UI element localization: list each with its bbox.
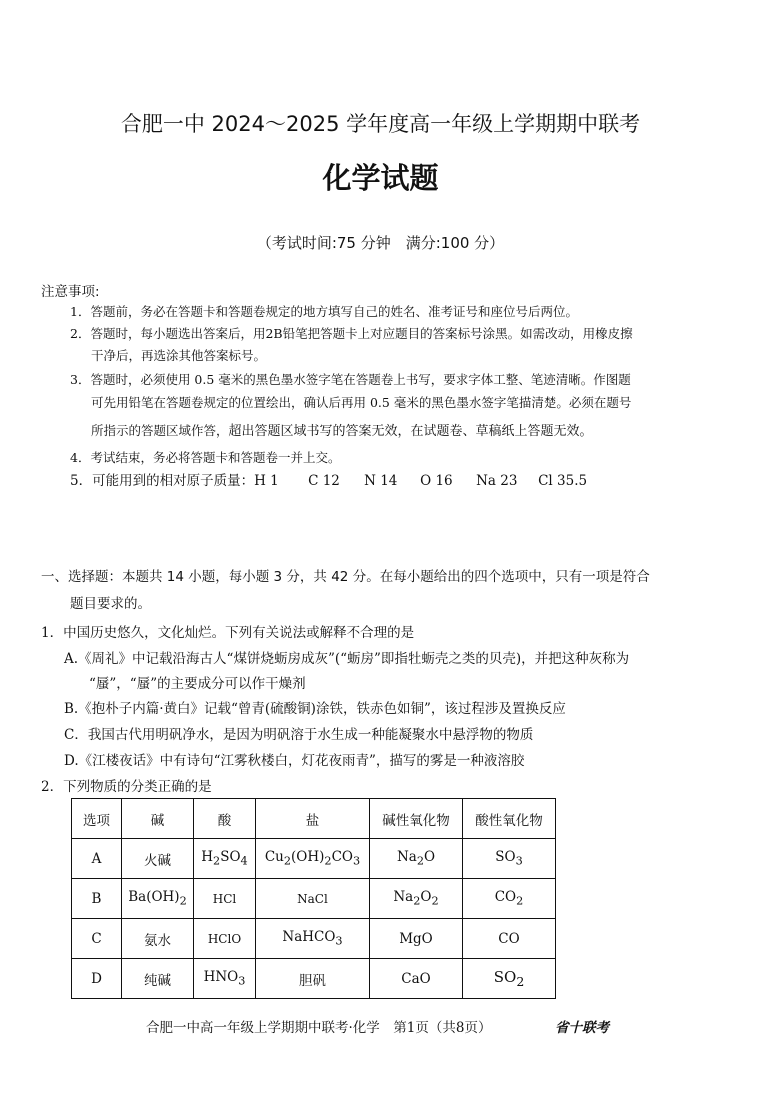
row-d-salt: 胆矾: [256, 959, 370, 999]
row-d-acid: $HNO_3$: [194, 959, 256, 999]
page-footer: 合肥一中高一年级上学期期中联考·化学 第1页（共8页）: [146, 1020, 492, 1036]
row-c-base: 氨水: [122, 919, 194, 959]
row-b-option: B: [72, 879, 122, 919]
row-b-acid: HCl: [194, 879, 256, 919]
mass-c: C 12: [308, 473, 340, 489]
row-c-option: C: [72, 919, 122, 959]
classification-table: [71, 798, 556, 999]
note-3: 3．答题时，必须使用 0.5 毫米的黑色墨水签字笔在答题卷上书写，要求字体工整、笔迹清晰。作图题: [70, 372, 631, 387]
subject-title: 化学试题: [322, 161, 439, 195]
table-row-b: [72, 879, 556, 919]
row-c-acid: HClO: [194, 919, 256, 959]
q1-option-d: D.《江楼夜话》中有诗句“江雾秋楼白，灯花夜雨青”，描写的雾是一种液溶胶: [64, 753, 525, 769]
note-2-cont: 干净后，再选涂其他答案标号。: [91, 348, 267, 363]
note-3-warning: 超出答题区域书写的答案无效，在试题卷、草稿纸上答题无效。: [228, 424, 593, 439]
header-salt: 盐: [256, 799, 370, 839]
row-d-basic-oxide: CaO: [370, 959, 463, 999]
q1-option-a-cont: “蜃”，“蜃”的主要成分可以作干燥剂: [89, 676, 306, 692]
header-basic-oxide: 碱性氧化物: [370, 799, 463, 839]
row-a-option: A: [72, 839, 122, 879]
note-5-text: 5．可能用到的相对原子质量：: [70, 473, 255, 489]
section1-line2: 题目要求的。: [70, 596, 151, 612]
header-base: 碱: [122, 799, 194, 839]
row-c-salt: NaHCO$_3$: [256, 919, 370, 959]
row-d-option: D: [72, 959, 122, 999]
row-b-salt: NaCl: [256, 879, 370, 919]
q1-stem: 1．中国历史悠久，文化灿烂。下列有关说法或解释不合理的是: [41, 625, 415, 641]
row-c-acidic-oxide: CO: [463, 919, 556, 959]
table-header-row: [72, 799, 556, 839]
exam-title: 合肥一中 2024～2025 学年度高一年级上学期期中联考: [120, 112, 641, 136]
row-a-salt: $Cu_2(OH)_2CO_3$: [256, 839, 370, 879]
row-a-base: 火碱: [122, 839, 194, 879]
q1-option-b: B.《抱朴子内篇·黄白》记载“曾青(硫酸铜)涂铁，铁赤色如铜”，该过程涉及置换反应: [64, 701, 566, 717]
row-c-basic-oxide: MgO: [370, 919, 463, 959]
q2-stem: 2．下列物质的分类正确的是: [41, 779, 212, 795]
note-1: 1．答题前，务必在答题卡和答题卷规定的地方填写自己的姓名、准考证号和座位号后两位。: [70, 304, 578, 319]
q1-option-c: C．我国古代用明矾净水，是因为明矾溶于水生成一种能凝聚水中悬浮物的物质: [64, 727, 534, 743]
section1-line1: 一、选择题：本题共 14 小题，每小题 3 分，共 42 分。在每小题给出的四个选项中，只有一项是符合: [41, 569, 650, 585]
mass-o: O 16: [420, 473, 453, 489]
row-a-acid: $H_2SO_4$: [194, 839, 256, 879]
header-option: 选项: [72, 799, 122, 839]
row-a-acidic-oxide: $SO_3$: [463, 839, 556, 879]
row-d-base: 纯碱: [122, 959, 194, 999]
table-row-c: [72, 919, 556, 959]
notes-heading: 注意事项:: [41, 284, 100, 300]
note-3-cont2-text: 所指示的答题区域作答，: [91, 423, 229, 438]
league-stamp: 省十联考: [555, 1020, 609, 1036]
q1-option-a: A.《周礼》中记载沿海古人“煤饼烧蛎房成灰”(“蛎房”即指牡蛎壳之类的贝壳)，并把这种灰称为: [64, 651, 630, 667]
table-row-a: [72, 839, 556, 879]
header-acidic-oxide: 酸性氧化物: [463, 799, 556, 839]
note-3-cont2: [91, 423, 593, 440]
header-acid: 酸: [194, 799, 256, 839]
note-3-cont1: 可先用铅笔在答题卷规定的位置绘出，确认后再用 0.5 毫米的黑色墨水签字笔描清楚。必须在题号: [91, 395, 632, 410]
mass-cl: Cl 35.5: [538, 473, 588, 489]
row-b-basic-oxide: $Na_2O_2$: [370, 879, 463, 919]
row-b-base: $Ba(OH)_2$: [122, 879, 194, 919]
mass-na: Na 23: [476, 473, 518, 489]
row-a-basic-oxide: $Na_2O$: [370, 839, 463, 879]
mass-n: N 14: [364, 473, 398, 489]
note-5: [70, 473, 587, 489]
note-2: 2．答题时，每小题选出答案后，用2B铅笔把答题卡上对应题目的答案标号涂黑。如需改动，用橡皮擦: [70, 326, 633, 341]
row-b-acidic-oxide: $CO_2$: [463, 879, 556, 919]
mass-h: H 1: [254, 473, 279, 489]
exam-info: （考试时间:75 分钟 满分:100 分）: [256, 234, 505, 252]
table-row-d: [72, 959, 556, 999]
note-4: 4．考试结束，务必将答题卡和答题卷一并上交。: [70, 450, 341, 465]
row-d-acidic-oxide: $SO_2$: [463, 959, 556, 999]
